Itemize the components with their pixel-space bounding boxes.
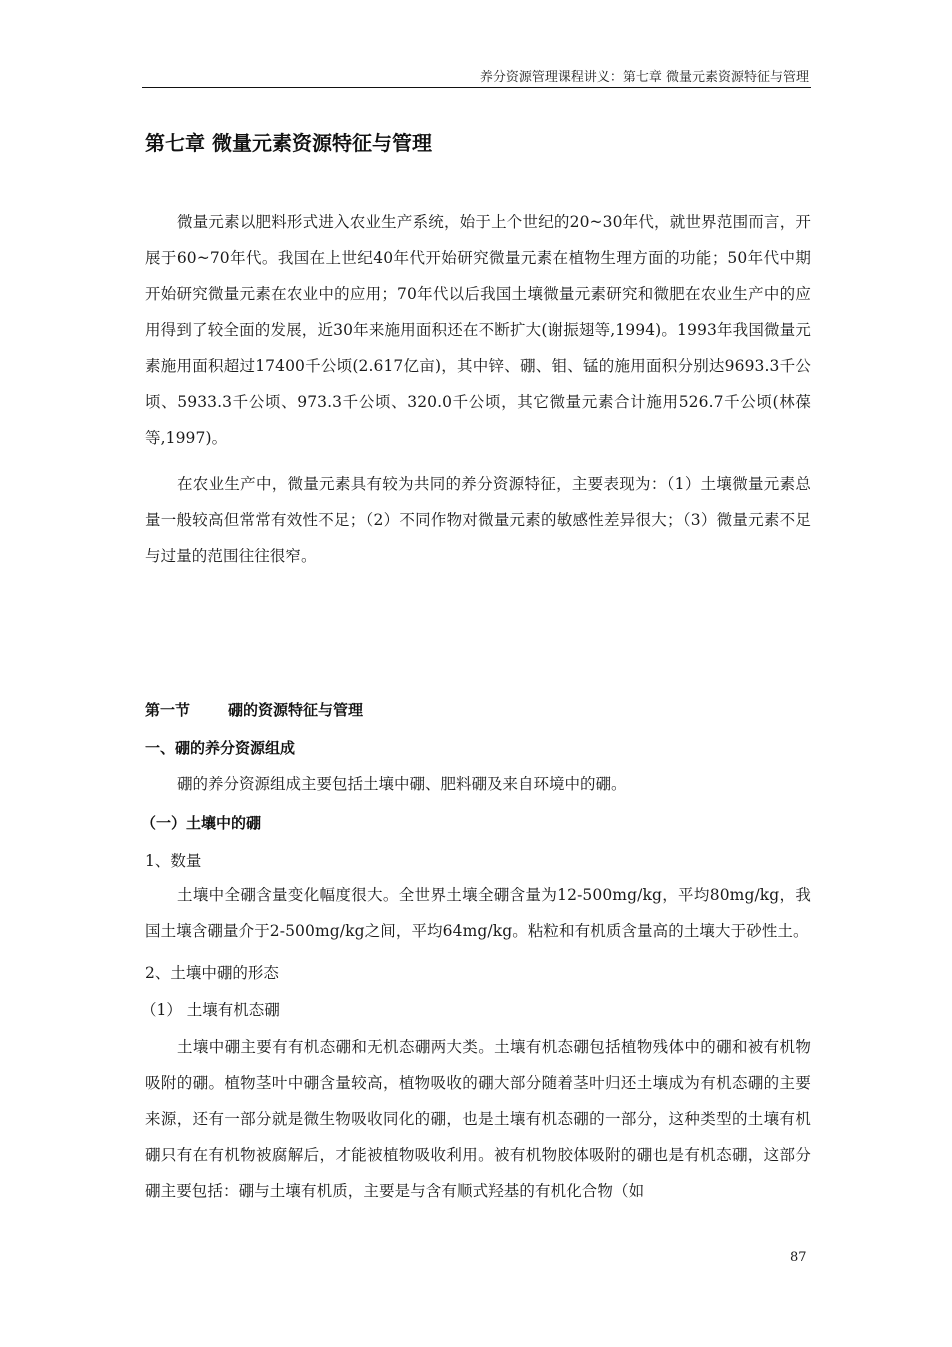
item-2-label: 2、土壤中硼的形态 <box>145 964 279 982</box>
intro-paragraph-2: 在农业生产中，微量元素具有较为共同的养分资源特征，主要表现为：（1）土壤微量元素总量一般较高但常常有效性不足；（2）不同作物对微量元素的敏感性差异很大；（3）微量元素不足与过量的范围往往很窄。 <box>145 475 811 565</box>
section-title: 硼的资源特征与管理 <box>228 701 364 719</box>
header-divider <box>142 87 811 88</box>
item-2-1-paragraph: 土壤中硼主要有有机态硼和无机态硼两大类。土壤有机态硼包括植物残体中的硼和被有机物吸附的硼。植物茎叶中硼含量较高，植物吸收的硼大部分随着茎叶归还土壤成为有机态硼的主要来源，还有一部分就是微生物吸收同化的硼，也是土壤有机态硼的一部分，这种类型的土壤有机硼只有在有机物被腐解后，才能被植物吸收利用。被有机物胶体吸附的硼也是有机态硼，这部分硼主要包括：硼与土壤有机质，主要是与含有顺式羟基的有机化合物（如 <box>145 1038 811 1200</box>
running-header: 养分资源管理课程讲义：第七章 微量元素资源特征与管理 <box>479 70 809 85</box>
section-number: 第一节 <box>145 701 191 719</box>
sub-subsection-heading: （一）土壤中的硼 <box>141 814 262 832</box>
item-1-label: 1、数量 <box>145 852 202 870</box>
item-1-paragraph: 土壤中全硼含量变化幅度很大。全世界土壤全硼含量为12-500mg/kg，平均80mg/kg，我国土壤含硼量介于2-500mg/kg之间，平均64mg/kg。粘粒和有机质含量高的土壤大于砂性土。 <box>145 886 811 940</box>
section-heading <box>145 699 363 720</box>
subsection-heading: 一、硼的养分资源组成 <box>145 739 296 757</box>
intro-paragraph-1: 微量元素以肥料形式进入农业生产系统，始于上个世纪的20~30年代，就世界范围而言，开展于60~70年代。我国在上世纪40年代开始研究微量元素在植物生理方面的功能；50年代中期开始研究微量元素在农业中的应用；70年代以后我国土壤微量元素研究和微肥在农业生产中的应用得到了较全面的发展，近30年来施用面积还在不断扩大(谢振翅等,1994)。1993年我国微量元素施用面积超过17400千公顷(2.617亿亩)，其中锌、硼、钼、锰的施用面积分别达9693.3千公顷、5933.3千公顷、973.3千公顷、320.0千公顷，其它微量元素合计施用526.7千公顷(林葆等,1997)。 <box>145 213 811 447</box>
subsection-intro-text: 硼的养分资源组成主要包括土壤中硼、肥料硼及来自环境中的硼。 <box>177 775 627 793</box>
item-2-1-label: （1） 土壤有机态硼 <box>141 1001 280 1019</box>
chapter-title: 第七章 微量元素资源特征与管理 <box>145 131 432 155</box>
page-number: 87 <box>790 1250 807 1265</box>
